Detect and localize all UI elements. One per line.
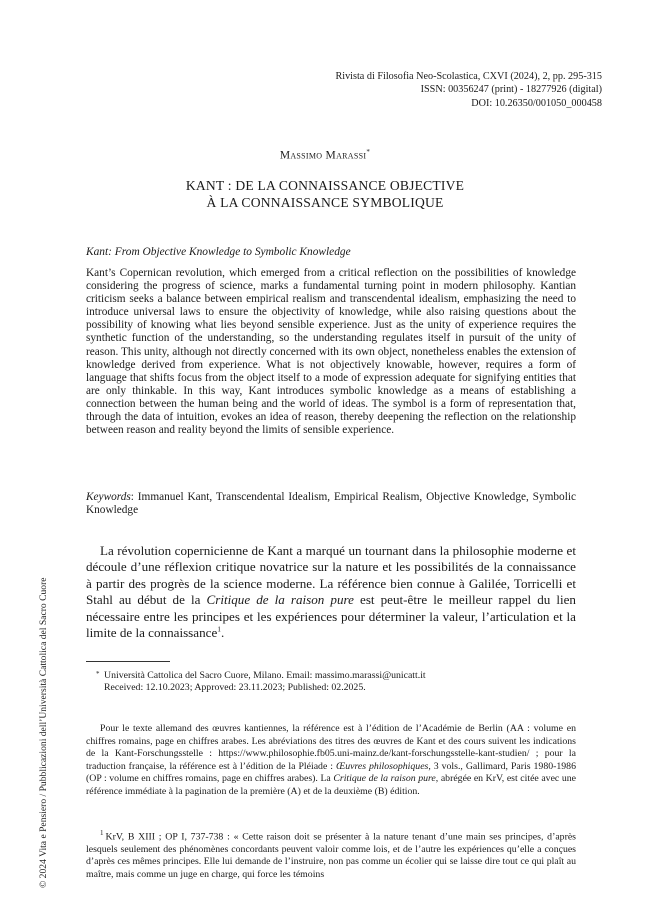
footnote-1 [86, 827, 576, 881]
article-title-line1: KANT : DE LA CONNAISSANCE OBJECTIVE [185, 178, 465, 193]
footnote-editions-italic2: Critique de la raison pure [333, 773, 436, 784]
abstract-title: Kant: From Objective Knowledge to Symbolic Knowledge [86, 246, 351, 258]
author-footnote-mark: * [366, 148, 371, 156]
author-affiliation [96, 670, 426, 695]
body-text-part3: . [221, 625, 225, 641]
copyright-sidebar: © 2024 Vita e Pensiero / Pubblicazioni dell’Università Cattolica del Sacro Cuore [38, 577, 49, 888]
author-line [0, 148, 650, 162]
abstract-text: Kant’s Copernican revolution, which emerged from a critical reflection on the possibilities of knowledge considering the progress of science, marks a fundamental turning point in modern philosophy. Kantian criticism seeks a balance between empirical realism and transcendental idealism, emphasizing the need to introduce universal laws to ensure the objectivity of knowledge, while also raising questions about the possibility of knowing what lies beyond sensible experience. Just as the unity of experience requires the synthetic function of the understanding, so the understanding regulates itself in pursuit of the unity of reason. This unity, although not directly concerned with its own object, nonetheless enables the extension of knowledge derived from experience. What is not objectively knowable, however, requires a form of language that shifts focus from the object itself to a mode of expression adequate for signifying entities that are only thinkable. In this way, Kant introduces symbolic knowledge as a means of establishing a connection between the human being and the world of ideas. The symbol is a form of representation that, through the data of intuition, evokes an idea of reason, thereby deepening the reflection on the relationship between reason and reality beyond the limits of sensible experience. [86, 267, 576, 437]
journal-doi: DOI: 10.26350/001050_000458 [471, 97, 602, 109]
author-name: Massimo Marassi [279, 149, 367, 162]
journal-citation: Rivista di Filosofia Neo-Scolastica, CXVI (2024), 2, pp. 295-315 [335, 71, 602, 82]
footnote-editions-part2: , 3 vols., Gallimard, Paris 1980-1986 (OP : volume en chiffres romains, page en chiffres arabes). La [86, 760, 576, 784]
footnote-1-text: KrV, B XIII ; OP I, 737-738 : « Cette raison doit se présenter à la nature tenant d’une main ses principes, d’après lesquels seulement des phénomènes concordants peuvent valoir comme lois, et de l’autre les expériences qu’elle a conçues d’après ces mêmes principes. Elle lui demande de l’instruire, non pas comme un écolier qui se laisse dire tout ce qui plaît au maître, mais comme un juge en charge, qui force les témoins [86, 831, 576, 880]
footnote-editions-part3: , abrégée en KrV, est citée avec une référence immédiate à la pagination de la première (A) et de la deuxième (B) édition. [86, 773, 576, 797]
footnote-divider [86, 661, 170, 662]
keywords [86, 491, 576, 518]
article-title-line2: À LA CONNAISSANCE SYMBOLIQUE [206, 194, 444, 210]
keywords-list: : Immanuel Kant, Transcendental Idealism, Empirical Realism, Objective Knowledge, Symbolic Knowledge [86, 491, 576, 517]
body-text-part1: La révolution copernicienne de Kant a marqué un tournant dans la philosophie moderne et découle d’une réflexion critique novatrice sur la nature et les possibilités de la connaissance à partir des progrès de la science moderne. La référence bien connue à Galilée, Torricelli et Stahl au début de la [86, 543, 576, 608]
body-paragraph [86, 543, 576, 641]
journal-header [335, 70, 602, 110]
dates-line: Received: 12.10.2023; Approved: 23.11.2023; Published: 02.2025. [104, 682, 366, 694]
affiliation-mark: * [96, 670, 100, 678]
footnote-1-number: 1 [100, 829, 104, 837]
article-title [0, 178, 650, 211]
footnote-editions-part1: Pour le texte allemand des œuvres kantiennes, la référence est à l’édition de l’Académie de Berlin (AA : volume en chiffres romains, page en chiffres arabes. Les abréviations des titres des œuvres de Kant et des cours suivent les indications de la Kant-Forschungsstelle : https://www.philosophie.fb05.uni-mainz.de/kant-forschungsstelle-kant-studien/ ; pour la traduction française, la référence est à l’édition de la Pléiade : [86, 723, 576, 772]
body-text-italic: Critique de la raison pure [206, 592, 354, 608]
footnote-editions [86, 723, 576, 798]
footnote-editions-italic1: Œuvres philosophiques [335, 760, 429, 772]
keywords-label: Keywords [86, 491, 131, 503]
journal-issn: ISSN: 00356247 (print) - 18277926 (digital) [420, 84, 602, 96]
footnote-reference[interactable]: 1 [217, 624, 222, 634]
affiliation-line: Università Cattolica del Sacro Cuore, Milano. Email: massimo.marassi@unicatt.it [104, 670, 426, 681]
body-text-part2: est peut-être le meilleur rappel du lien nécessaire entre les principes et les expériences pour déterminer la valeur, l’articulation et la limite de la connaissance [86, 592, 576, 641]
